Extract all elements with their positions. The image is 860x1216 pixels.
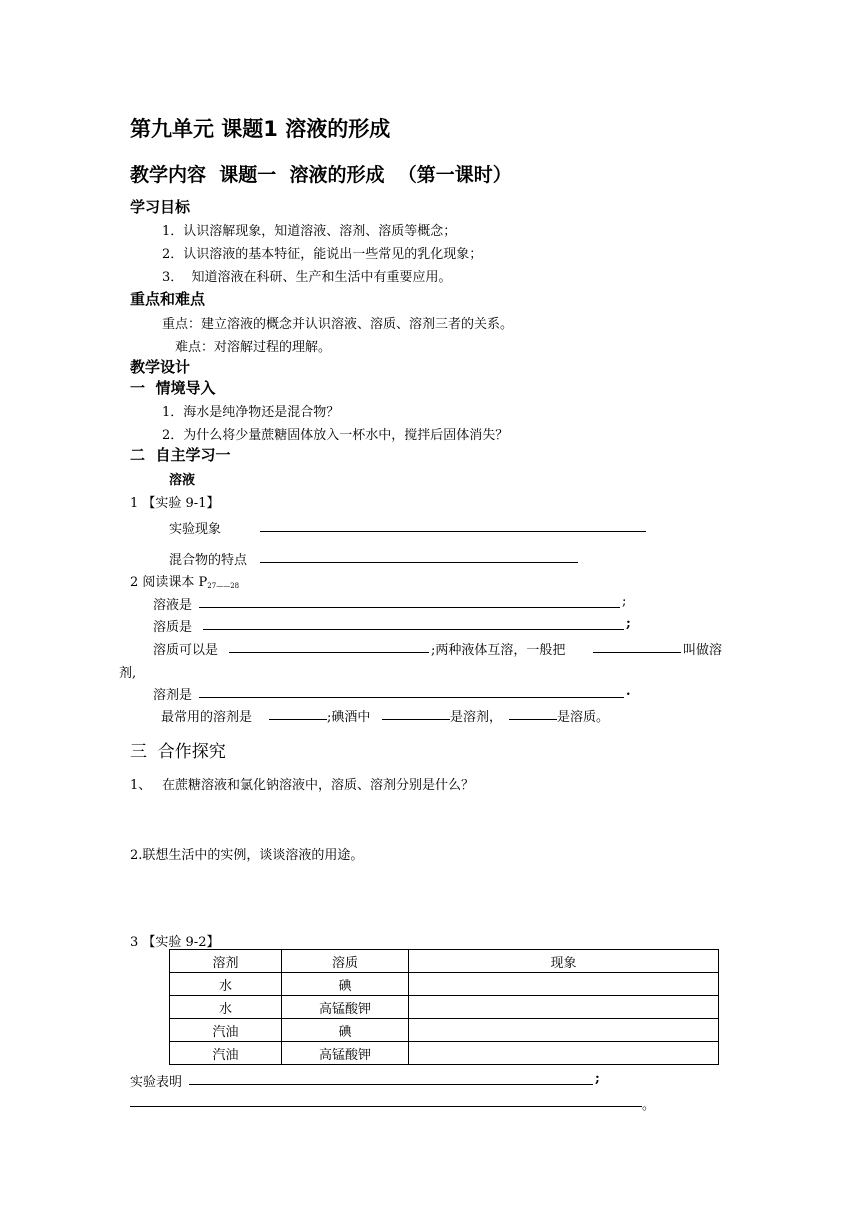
answer-line[interactable] (203, 629, 624, 630)
table-cell-blank[interactable] (409, 1019, 719, 1042)
keypoint-item: 重点：建立溶液的概念并认识溶液、溶质、溶剂三者的关系。 (162, 317, 514, 332)
answer-line[interactable] (130, 1106, 642, 1107)
answer-line[interactable] (260, 562, 578, 563)
mix-label: 混合物的特点 (169, 553, 248, 568)
answer-line[interactable] (260, 531, 646, 532)
table-cell: 高锰酸钾 (282, 1042, 409, 1065)
common-b: ;碘酒中 (327, 710, 371, 725)
q2-text: 2.联想生活中的实例，谈谈溶液的用途。 (130, 848, 364, 863)
table-cell: 汽油 (170, 1019, 282, 1042)
common-c: 是溶剂， (450, 710, 503, 725)
answer-line[interactable] (593, 652, 681, 653)
table-cell: 碘 (282, 1019, 409, 1042)
answer-line[interactable] (269, 719, 327, 720)
common-a: 最常用的溶剂是 (161, 710, 253, 725)
punct: 。 (642, 1098, 656, 1113)
solute-can-mid: ;两种液体互溶，一般把 (431, 643, 566, 658)
solute-can-wrap: 剂, (119, 666, 137, 681)
section2-heading: 二 自主学习一 (130, 446, 231, 464)
table-header: 现象 (409, 950, 719, 973)
table-row (170, 1019, 719, 1042)
common-d: 是溶质。 (557, 710, 610, 725)
conclusion-label: 实验表明 (130, 1075, 183, 1090)
answer-line[interactable] (189, 1084, 593, 1085)
table-cell-blank[interactable] (409, 973, 719, 996)
exp2-label: 3 【实验 9-2】 (130, 935, 220, 950)
table-row (170, 973, 719, 996)
goal-item: 3． 知道溶液在科研、生产和生活中有重要应用。 (162, 270, 452, 285)
answer-line[interactable] (382, 719, 450, 720)
keypoint-item: 难点：对溶解过程的理解。 (175, 340, 332, 355)
punct: . (626, 684, 631, 699)
goal-item: 2．认识溶液的基本特征，能说出一些常见的乳化现象； (162, 247, 483, 262)
table-row (170, 996, 719, 1019)
answer-line[interactable] (229, 652, 429, 653)
punct: ; (595, 1071, 600, 1086)
page-title: 第九单元 课题1 溶液的形成 (130, 117, 391, 141)
goals-heading: 学习目标 (130, 198, 191, 216)
answer-line[interactable] (509, 719, 557, 720)
table-header-row (170, 950, 719, 973)
q1-text: 在蔗糖溶液和氯化钠溶液中，溶质、溶剂分别是什么？ (162, 778, 475, 793)
table-cell-blank[interactable] (409, 996, 719, 1019)
answer-line[interactable] (199, 697, 624, 698)
table-cell: 汽油 (170, 1042, 282, 1065)
experiment-table (169, 949, 719, 1065)
solution-label: 溶液是 (153, 598, 193, 613)
goal-item: 1．认识溶解现象，知道溶液、溶剂、溶质等概念； (162, 224, 457, 239)
table-row (170, 1042, 719, 1065)
solvent-label: 溶剂是 (153, 688, 193, 703)
table-header: 溶质 (282, 950, 409, 973)
obs-label: 实验现象 (169, 522, 222, 537)
section1-item: 2．为什么将少量蔗糖固体放入一杯水中，搅拌后固体消失？ (162, 428, 509, 443)
punct: ; (622, 594, 627, 609)
table-cell-blank[interactable] (409, 1042, 719, 1065)
section3-heading: 三 合作探究 (130, 742, 226, 762)
table-cell: 高锰酸钾 (282, 996, 409, 1019)
table-cell: 碘 (282, 973, 409, 996)
section1-item: 1．海水是纯净物还是混合物？ (162, 405, 340, 420)
q1-number: 1、 (130, 778, 152, 793)
section2-sub: 溶液 (169, 473, 196, 488)
table-cell: 水 (170, 973, 282, 996)
exp1-label: 1 【实验 9-1】 (130, 496, 220, 511)
punct: ; (626, 616, 631, 631)
read-label: 2 阅读课本 $P_{27——28}$ (130, 575, 240, 590)
solute-can-tail: 叫做溶 (683, 643, 723, 658)
lesson-subtitle: 教学内容 课题一 溶液的形成 （第一课时） (130, 164, 512, 186)
answer-line[interactable] (199, 607, 620, 608)
solute-can-label: 溶质可以是 (153, 643, 219, 658)
table-header: 溶剂 (170, 950, 282, 973)
design-heading: 教学设计 (130, 358, 191, 376)
section1-heading: 一 情境导入 (130, 379, 216, 397)
keypoints-heading: 重点和难点 (130, 290, 206, 308)
table-cell: 水 (170, 996, 282, 1019)
solute-label: 溶质是 (153, 620, 193, 635)
